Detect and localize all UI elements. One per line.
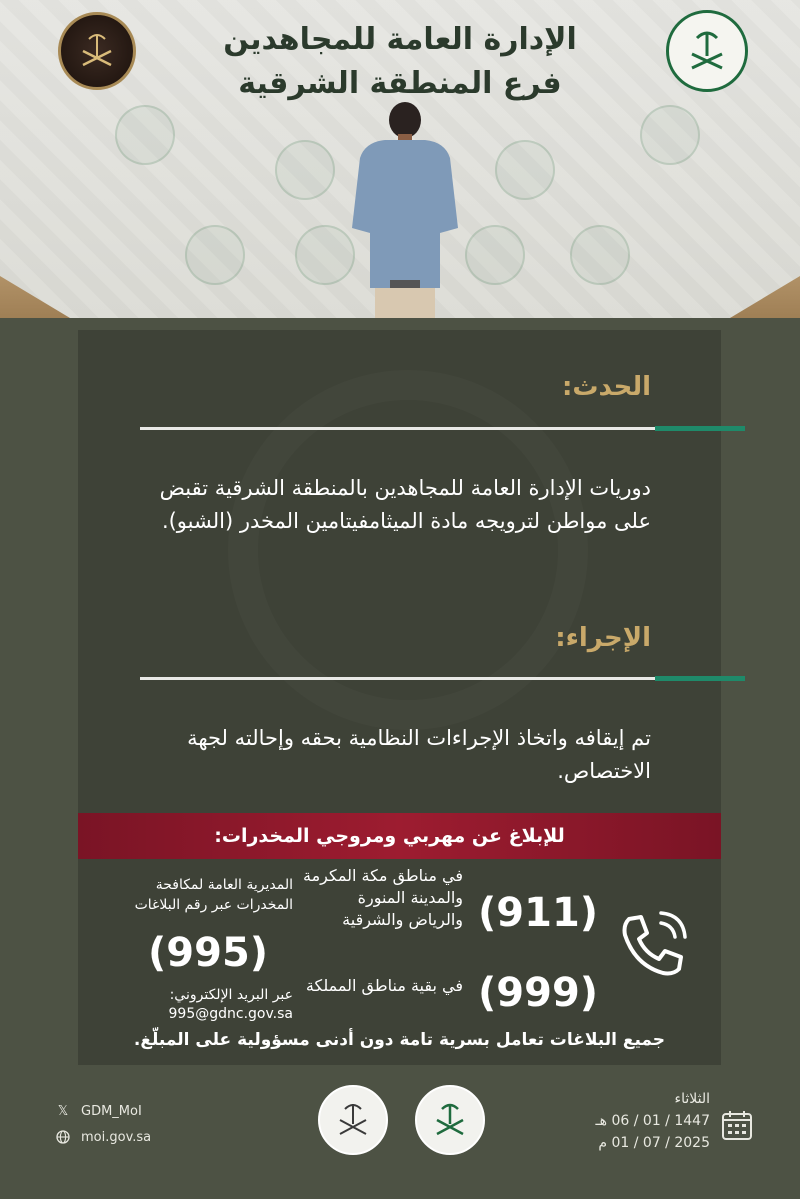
backdrop-emblem	[570, 225, 630, 285]
gdnc-label: المديرية العامة لمكافحة المخدرات عبر رقم البلاغات	[134, 877, 293, 913]
event-text: دوريات الإدارة العامة للمجاهدين بالمنطقة الشرقية تقبض على مواطن لترويجه مادة الميثامفيتامين المخدر (الشبو).	[159, 476, 651, 533]
phone-icon	[613, 905, 693, 985]
footer-ministry-emblem	[415, 1085, 485, 1155]
region-999-text: في بقية مناطق المملكة	[305, 976, 463, 995]
day-name: الثلاثاء	[674, 1091, 710, 1107]
hijri-date: 1447 / 01 / 06 هـ	[595, 1113, 710, 1129]
action-text: تم إيقافه واتخاذ الإجراءات النظامية بحقه وإحالته لجهة الاختصاص.	[187, 726, 651, 783]
banner-title	[190, 18, 610, 106]
ministry-emblem	[666, 10, 748, 92]
banner-line-2: فرع المنطقة الشرقية	[238, 66, 562, 101]
hotline-995: (995)	[148, 930, 269, 976]
social-links	[55, 1098, 151, 1150]
mujahideen-emblem	[58, 12, 136, 90]
backdrop-emblem	[115, 105, 175, 165]
event-divider	[140, 427, 655, 430]
x-icon: 𝕏	[57, 1103, 69, 1119]
date-block	[596, 1088, 710, 1154]
crossed-swords-palm-icon	[73, 27, 121, 75]
twitter-handle: GDM_MoI	[81, 1103, 142, 1119]
info-panel	[78, 330, 721, 1065]
floor-left	[0, 258, 70, 318]
region-911-text: في مناطق مكة المكرمة والمدينة المنورة والرياض والشرقية	[303, 866, 463, 929]
backdrop-emblem	[185, 225, 245, 285]
hotline-911: (911)	[478, 890, 599, 936]
gregorian-date: 2025 / 07 / 01 م	[598, 1135, 710, 1151]
globe-icon	[55, 1129, 71, 1145]
report-email[interactable]: 995@gdnc.gov.sa	[168, 1006, 293, 1022]
banner-line-1: الإدارة العامة للمجاهدين	[223, 22, 577, 57]
palm-swords-icon	[428, 1098, 472, 1142]
crossed-swords-palm-icon	[331, 1098, 375, 1142]
backdrop-emblem	[465, 225, 525, 285]
website-url: moi.gov.sa	[81, 1129, 152, 1145]
action-title: الإجراء:	[555, 623, 651, 653]
confidentiality-note: جميع البلاغات تعامل بسرية تامة دون أدنى مسؤولية على المبلّغ.	[133, 1030, 666, 1050]
website-link[interactable]	[55, 1124, 151, 1150]
report-banner: للإبلاغ عن مهربي ومروجي المخدرات:	[78, 813, 721, 859]
palm-swords-icon	[680, 24, 734, 78]
backdrop-emblem	[275, 140, 335, 200]
header-photo	[0, 0, 800, 318]
footer-mujahideen-emblem	[318, 1085, 388, 1155]
backdrop-emblem	[640, 105, 700, 165]
event-title: الحدث:	[562, 372, 651, 402]
detained-person-figure	[340, 98, 470, 318]
email-label: عبر البريد الإلكتروني:	[169, 987, 293, 1003]
twitter-link[interactable]	[55, 1098, 151, 1124]
backdrop-emblem	[495, 140, 555, 200]
action-divider	[140, 677, 655, 680]
watermark-emblem	[228, 370, 588, 730]
calendar-icon	[720, 1108, 754, 1142]
hotline-999: (999)	[478, 970, 599, 1016]
floor-right	[730, 258, 800, 318]
